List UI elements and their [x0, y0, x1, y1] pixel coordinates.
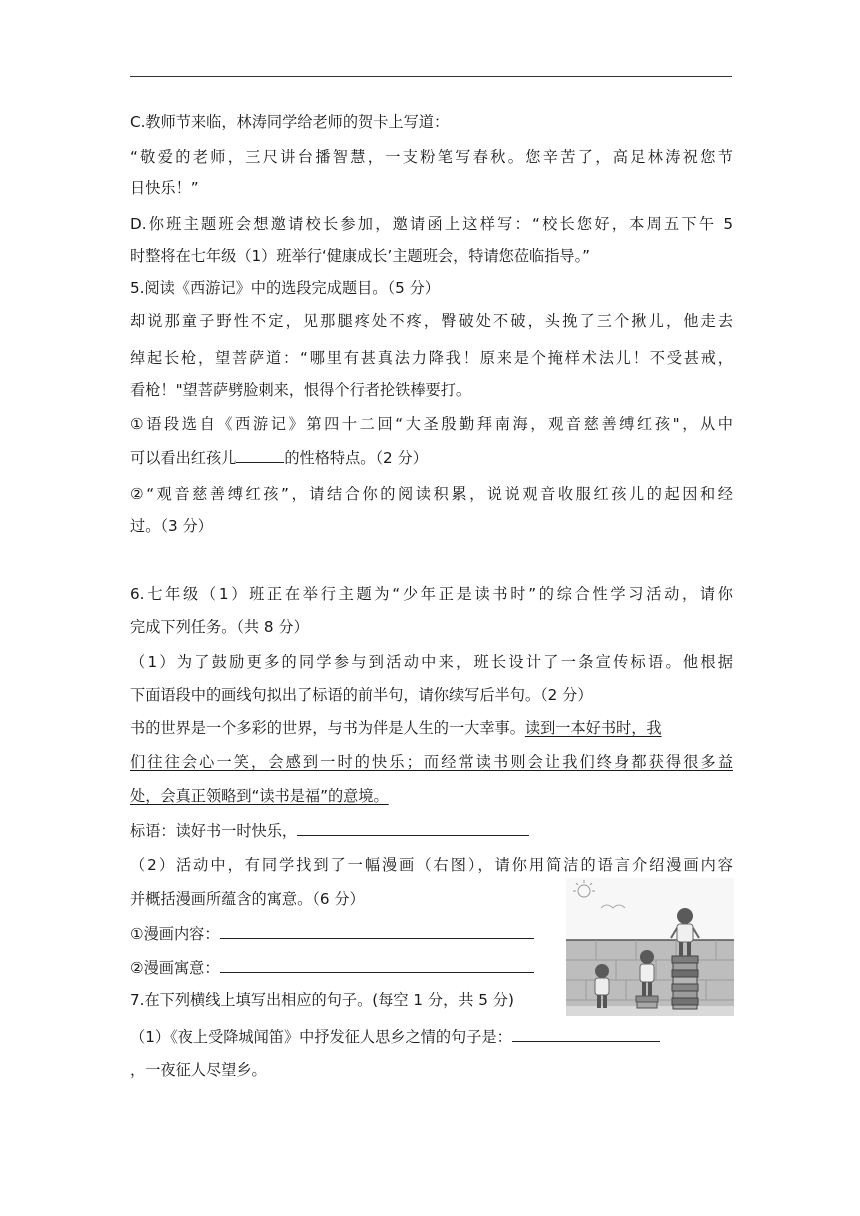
comic-meaning-blank[interactable]: [220, 958, 534, 973]
q5-passage-line-3: 看枪！"望菩萨劈脸刺来，恨得个行者抡铁棒要打。: [130, 381, 472, 399]
slogan-answer-blank[interactable]: [297, 821, 529, 836]
q6-passage-line-1: [130, 718, 662, 738]
q5-sub1-line-2: [130, 448, 428, 468]
q6-sub2-line-1: （2）活动中，有同学找到了一幅漫画（右图），请你用简洁的语言介绍漫画内容: [130, 856, 733, 874]
q5-sub2-line-2: 过。（3 分）: [130, 517, 213, 535]
q5-sub1-line-1: ①语段选自《西游记》第四十二回“大圣殷勤拜南海，观音慈善缚红孩"，从中: [130, 415, 733, 433]
q5-sub1-text-a: 可以看出红孩儿: [130, 449, 237, 467]
comic-content-blank[interactable]: [220, 924, 534, 939]
q6-passage-underlined-c: 处，会真正领略到“读书是福”的意境。: [130, 787, 389, 805]
option-d-line-1: D.你班主题班会想邀请校长参加，邀请函上这样写：“校长您好，本周五下午 5: [130, 215, 733, 233]
slogan-line: [130, 821, 529, 841]
question-5-title: 5.阅读《西游记》中的选段完成题目。（5 分）: [130, 279, 440, 297]
option-c-quote-2: 日快乐！”: [130, 179, 199, 197]
slogan-label: 标语：读好书一时快乐，: [130, 822, 298, 840]
q6-passage-plain: 书的世界是一个多彩的世界，与书为伴是人生的一大幸事。: [130, 719, 525, 737]
comic-content-label: ①漫画内容：: [130, 925, 220, 943]
question-6-title-2: 完成下列任务。（共 8 分）: [130, 618, 309, 636]
q5-passage-line-1: 却说那童子野性不定，见那腿疼处不疼，臀破处不破，头挽了三个揪儿，他走去: [130, 312, 733, 330]
q6-sub1-line-2: 下面语段中的画线句拟出了标语的前半句，请你续写后半句。（2 分）: [130, 686, 593, 704]
comic-meaning-line: [130, 958, 534, 978]
option-d-line-2: 时整将在七年级（1）班举行‘健康成长’主题班会，特请您莅临指导。”: [130, 247, 591, 265]
comic-illustration: [566, 878, 734, 1016]
question-6-title-1: 6.七年级（1）班正在举行主题为“少年正是读书时”的综合性学习活动，请你: [130, 585, 733, 603]
q5-sub1-text-b: 的性格特点。（2 分）: [284, 449, 428, 467]
answer-blank-character[interactable]: [236, 448, 284, 463]
q5-passage-line-2: 绰起长枪，望菩萨道：“哪里有甚真法力降我！原来是个掩样术法儿！不受甚戒，: [130, 349, 733, 367]
poem-answer-blank[interactable]: [512, 1027, 660, 1042]
q7-sub1-line-1: [130, 1027, 660, 1047]
q5-sub2-line-1: ②“观音慈善缚红孩”，请结合你的阅读积累，说说观音收服红孩儿的起因和经: [130, 485, 733, 503]
question-7-title: 7.在下列横线上填写出相应的句子。(每空 1 分，共 5 分): [130, 991, 514, 1009]
q6-passage-underlined-b: 们往往会心一笑，会感到一时的快乐；而经常读书则会让我们终身都获得很多益: [130, 753, 733, 771]
option-c-line: C.教师节来临，林涛同学给老师的贺卡上写道：: [130, 113, 450, 131]
q7-sub1-line-2: ，一夜征人尽望乡。: [130, 1061, 267, 1079]
q6-sub1-line-1: （1）为了鼓励更多的同学参与到活动中来，班长设计了一条宣传标语。他根据: [130, 653, 733, 671]
q6-passage-underlined-a: 读到一本好书时，我: [524, 719, 662, 737]
comic-content-line: [130, 924, 534, 944]
q6-sub2-line-2: 并概括漫画所蕴含的寓意。（6 分）: [130, 890, 365, 908]
comic-meaning-label: ②漫画寓意：: [130, 959, 220, 977]
option-c-quote-1: “敬爱的老师，三尺讲台播智慧，一支粉笔写春秋。您辛苦了，高足林涛祝您节: [130, 148, 733, 166]
header-rule: [130, 76, 732, 77]
q7-sub1-text: （1）《夜上受降城闻笛》中抒发征人思乡之情的句子是：: [130, 1028, 512, 1046]
